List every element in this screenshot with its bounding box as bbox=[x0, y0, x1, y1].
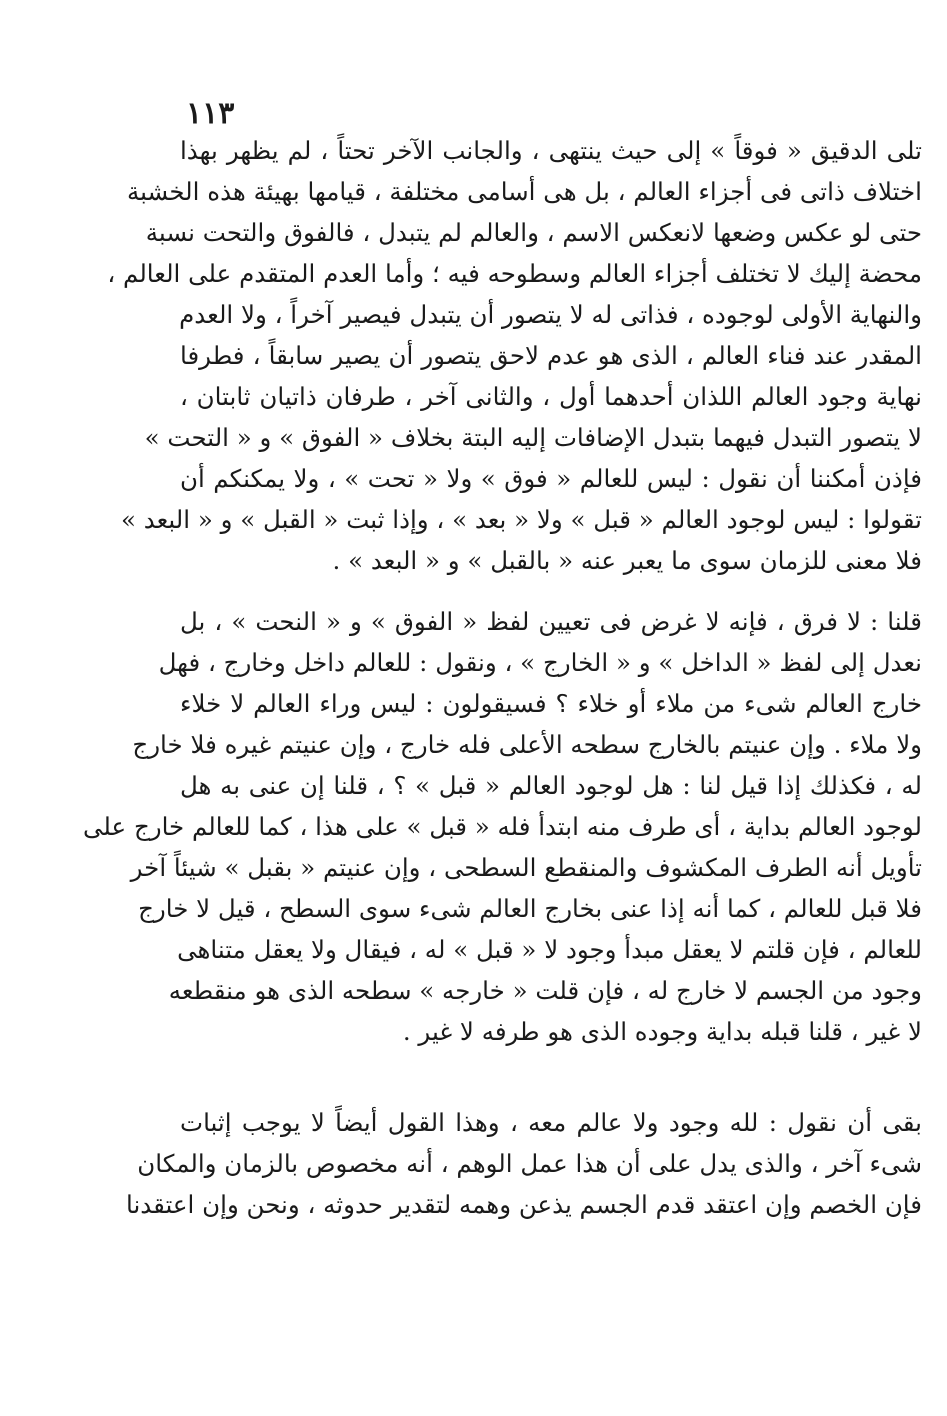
text-line: والنهاية الأولى لوجوده ، فذاتى له لا يتصور أن يتبدل فيصير آخراً ، ولا العدم bbox=[179, 300, 922, 329]
text-line: قلنا : لا فرق ، فإنه لا غرض فى تعيين لفظ « الفوق » و « النحت » ، بل bbox=[180, 607, 922, 636]
text-line: المقدر عند فناء العالم ، الذى هو عدم لاحق يتصور أن يصير سابقاً ، فطرفا bbox=[180, 341, 922, 370]
text-line: تلى الدقيق « فوقاً » إلى حيث ينتهى ، والجانب الآخر تحتاً ، لم يظهر بهذا bbox=[180, 136, 922, 165]
paragraph-3 bbox=[126, 1102, 922, 1225]
text-line: تأويل أنه الطرف المكشوف والمنقطع السطحى ، وإن عنيتم « بقبل » شيئاً آخر bbox=[130, 853, 922, 882]
text-line: فلا قبل للعالم ، كما أنه إذا عنى بخارج العالم شىء سوى السطح ، قيل لا خارج bbox=[138, 894, 922, 923]
text-line: محضة إليك لا تختلف أجزاء العالم وسطوحه فيه ؛ وأما العدم المتقدم على العالم ، bbox=[107, 259, 922, 288]
text-line: خارج العالم شىء من ملاء أو خلاء ؟ فسيقولون : ليس وراء العالم لا خلاء bbox=[180, 689, 922, 718]
text-line: ولا ملاء . وإن عنيتم بالخارج سطحه الأعلى فله خارج ، وإن عنيتم غيره فلا خارج bbox=[132, 730, 922, 759]
text-line: فإذن أمكننا أن نقول : ليس للعالم « فوق » ولا « تحت » ، ولا يمكنكم أن bbox=[180, 464, 922, 493]
text-line: لوجود العالم بداية ، أى طرف منه ابتدأ فله « قبل » على هذا ، كما للعالم خارج على bbox=[83, 812, 922, 841]
text-line: لا غير ، قلنا قبله بداية وجوده الذى هو طرفه لا غير . bbox=[402, 1017, 922, 1046]
text-line: فإن الخصم وإن اعتقد قدم الجسم يذعن وهمه لتقدير حدوثه ، ونحن وإن اعتقدنا bbox=[126, 1190, 922, 1219]
page-number: ١١٣ bbox=[186, 96, 235, 131]
text-line: حتى لو عكس وضعها لانعكس الاسم ، والعالم لم يتبدل ، فالفوق والتحت نسبة bbox=[145, 218, 922, 247]
text-line: فلا معنى للزمان سوى ما يعبر عنه « بالقبل » و « البعد » . bbox=[332, 546, 922, 575]
paragraph-2 bbox=[83, 601, 922, 1052]
text-line: له ، فكذلك إذا قيل لنا : هل لوجود العالم « قبل » ؟ ، قلنا إن عنى به هل bbox=[180, 771, 922, 800]
text-line: للعالم ، فإن قلتم لا يعقل مبدأ وجود لا « قبل » له ، فيقال ولا يعقل متناهى bbox=[177, 935, 922, 964]
text-line: نعدل إلى لفظ « الداخل » و « الخارج » ، ونقول : للعالم داخل وخارج ، فهل bbox=[158, 648, 922, 677]
text-line: وجود من الجسم لا خارج له ، فإن قلت « خارجه » سطحه الذى هو منقطعه bbox=[168, 976, 922, 1005]
text-line: اختلاف ذاتى فى أجزاء العالم ، بل هى أسامى مختلفة ، قيامها بهيئة هذه الخشبة bbox=[126, 177, 922, 206]
text-line: شىء آخر ، والذى يدل على أن هذا عمل الوهم ، أنه مخصوص بالزمان والمكان bbox=[137, 1149, 922, 1178]
paragraph-1 bbox=[107, 130, 922, 581]
text-line: تقولوا : ليس لوجود العالم « قبل » ولا « بعد » ، وإذا ثبت « القبل » و « البعد » bbox=[120, 505, 922, 534]
text-line: لا يتصور التبدل فيهما بتبدل الإضافات إليه البتة بخلاف « الفوق » و « التحت » bbox=[144, 423, 922, 452]
text-line: نهاية وجود العالم اللذان أحدهما أول ، والثانى آخر ، طرفان ذاتيان ثابتان ، bbox=[180, 382, 922, 411]
text-line: بقى أن نقول : لله وجود ولا عالم معه ، وهذا القول أيضاً لا يوجب إثبات bbox=[180, 1108, 922, 1137]
